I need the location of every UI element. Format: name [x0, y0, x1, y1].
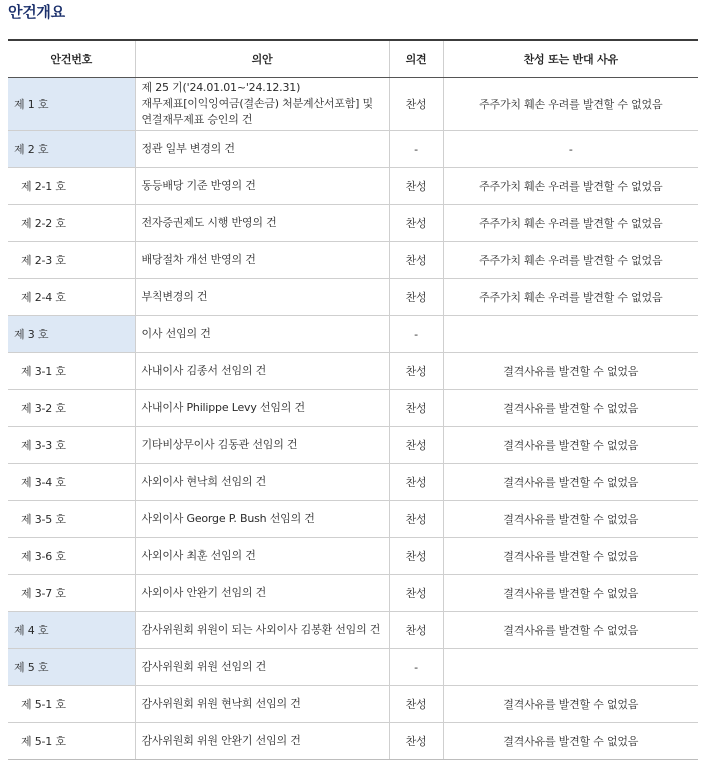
table-row [8, 78, 698, 131]
agenda-title-cell: 사외이사 George P. Bush 선임의 건 [135, 501, 389, 538]
header-opinion: 의견 [389, 40, 443, 78]
reason-cell: 결격사유를 발견할 수 없었음 [443, 612, 698, 649]
agenda-title-cell: 감사위원회 위원 안완기 선임의 건 [135, 723, 389, 760]
agenda-number-cell: 제 2-2 호 [8, 205, 135, 242]
agenda-number-cell: 제 3-2 호 [8, 390, 135, 427]
table-row [8, 686, 698, 723]
reason-cell: 결격사유를 발견할 수 없었음 [443, 353, 698, 390]
opinion-cell: 찬성 [389, 575, 443, 612]
reason-cell: 주주가치 훼손 우려를 발견할 수 없었음 [443, 242, 698, 279]
opinion-cell: 찬성 [389, 279, 443, 316]
reason-cell: 결격사유를 발견할 수 없었음 [443, 686, 698, 723]
opinion-cell: 찬성 [389, 464, 443, 501]
opinion-cell: - [389, 131, 443, 168]
opinion-cell: 찬성 [389, 78, 443, 131]
agenda-number-cell: 제 2-1 호 [8, 168, 135, 205]
agenda-number-cell: 제 2-3 호 [8, 242, 135, 279]
opinion-cell: 찬성 [389, 353, 443, 390]
header-agenda-number: 안건번호 [8, 40, 135, 78]
reason-cell [443, 649, 698, 686]
agenda-number-cell: 제 3-4 호 [8, 464, 135, 501]
opinion-cell: 찬성 [389, 390, 443, 427]
agenda-title-cell: 이사 선임의 건 [135, 316, 389, 353]
opinion-cell: - [389, 649, 443, 686]
table-row [8, 538, 698, 575]
reason-cell: 결격사유를 발견할 수 없었음 [443, 723, 698, 760]
table-row [8, 575, 698, 612]
opinion-cell: - [389, 316, 443, 353]
opinion-cell: 찬성 [389, 686, 443, 723]
reason-cell: 주주가치 훼손 우려를 발견할 수 없었음 [443, 279, 698, 316]
reason-cell: 주주가치 훼손 우려를 발견할 수 없었음 [443, 168, 698, 205]
opinion-cell: 찬성 [389, 538, 443, 575]
agenda-number-cell: 제 4 호 [8, 612, 135, 649]
table-row [8, 205, 698, 242]
table-row [8, 390, 698, 427]
header-reason: 찬성 또는 반대 사유 [443, 40, 698, 78]
reason-cell: 결격사유를 발견할 수 없었음 [443, 390, 698, 427]
agenda-title-cell: 사내이사 김종서 선임의 건 [135, 353, 389, 390]
agenda-title-cell: 제 25 기('24.01.01~'24.12.31) 재무제표[이익잉여금(결손금) 처분계산서포함] 및 연결재무제표 승인의 건 [135, 78, 389, 131]
opinion-cell: 찬성 [389, 242, 443, 279]
table-row [8, 612, 698, 649]
reason-cell: - [443, 131, 698, 168]
opinion-cell: 찬성 [389, 427, 443, 464]
agenda-table-body [8, 78, 698, 760]
agenda-number-cell: 제 3-7 호 [8, 575, 135, 612]
reason-cell: 주주가치 훼손 우려를 발견할 수 없었음 [443, 205, 698, 242]
agenda-number-cell: 제 3-5 호 [8, 501, 135, 538]
agenda-number-cell: 제 5 호 [8, 649, 135, 686]
table-row [8, 649, 698, 686]
agenda-number-cell: 제 3-6 호 [8, 538, 135, 575]
table-row [8, 316, 698, 353]
agenda-title-cell: 동등배당 기준 반영의 건 [135, 168, 389, 205]
table-row [8, 131, 698, 168]
agenda-title-cell: 감사위원회 위원 선임의 건 [135, 649, 389, 686]
table-row [8, 168, 698, 205]
reason-cell [443, 316, 698, 353]
agenda-number-cell: 제 2-4 호 [8, 279, 135, 316]
opinion-cell: 찬성 [389, 612, 443, 649]
opinion-cell: 찬성 [389, 723, 443, 760]
agenda-title-cell: 전자증권제도 시행 반영의 건 [135, 205, 389, 242]
agenda-title-cell: 사내이사 Philippe Levy 선임의 건 [135, 390, 389, 427]
agenda-title-cell: 감사위원회 위원이 되는 사외이사 김봉환 선임의 건 [135, 612, 389, 649]
opinion-cell: 찬성 [389, 168, 443, 205]
table-row [8, 501, 698, 538]
reason-cell: 결격사유를 발견할 수 없었음 [443, 538, 698, 575]
agenda-number-cell: 제 5-1 호 [8, 686, 135, 723]
table-row [8, 279, 698, 316]
header-agenda-title: 의안 [135, 40, 389, 78]
agenda-title-cell: 사외이사 현낙희 선임의 건 [135, 464, 389, 501]
agenda-number-cell: 제 5-1 호 [8, 723, 135, 760]
table-row [8, 353, 698, 390]
opinion-cell: 찬성 [389, 501, 443, 538]
agenda-number-cell: 제 1 호 [8, 78, 135, 131]
agenda-number-cell: 제 2 호 [8, 131, 135, 168]
agenda-title-cell: 부칙변경의 건 [135, 279, 389, 316]
agenda-title-cell: 감사위원회 위원 현낙희 선임의 건 [135, 686, 389, 723]
table-row [8, 427, 698, 464]
reason-cell: 결격사유를 발견할 수 없었음 [443, 501, 698, 538]
agenda-title-cell: 사외이사 최훈 선임의 건 [135, 538, 389, 575]
reason-cell: 결격사유를 발견할 수 없었음 [443, 427, 698, 464]
agenda-title-cell: 기타비상무이사 김동관 선임의 건 [135, 427, 389, 464]
opinion-cell: 찬성 [389, 205, 443, 242]
agenda-title-cell: 배당절차 개선 반영의 건 [135, 242, 389, 279]
table-row [8, 242, 698, 279]
agenda-title-cell: 정관 일부 변경의 건 [135, 131, 389, 168]
table-row [8, 723, 698, 760]
table-header-row [8, 40, 698, 78]
reason-cell: 결격사유를 발견할 수 없었음 [443, 464, 698, 501]
page-title: 안건개요 [8, 3, 65, 21]
agenda-table [8, 39, 698, 760]
reason-cell: 결격사유를 발견할 수 없었음 [443, 575, 698, 612]
agenda-number-cell: 제 3-1 호 [8, 353, 135, 390]
reason-cell: 주주가치 훼손 우려를 발견할 수 없었음 [443, 78, 698, 131]
table-row [8, 464, 698, 501]
agenda-number-cell: 제 3 호 [8, 316, 135, 353]
agenda-number-cell: 제 3-3 호 [8, 427, 135, 464]
agenda-title-cell: 사외이사 안완기 선임의 건 [135, 575, 389, 612]
